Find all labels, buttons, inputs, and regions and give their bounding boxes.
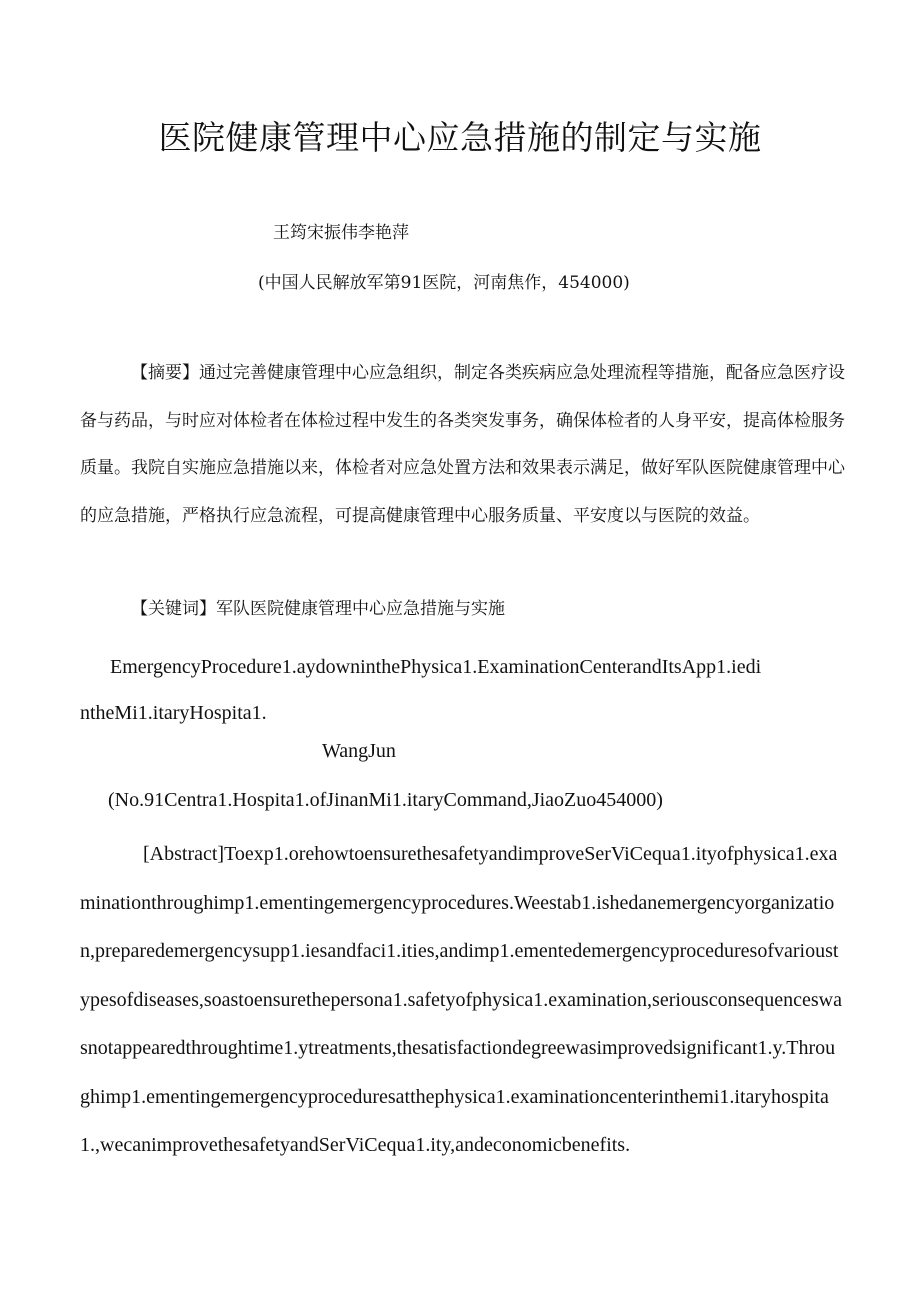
keywords-chinese: 【关键词】军队医院健康管理中心应急措施与实施 xyxy=(131,599,505,619)
authors: 王筠宋振伟李艳萍 xyxy=(273,223,409,243)
paper-title: 医院健康管理中心应急措施的制定与实施 xyxy=(158,118,762,157)
english-title: EmergencyProcedure1.aydowninthePhysica1.ExaminationCenterandItsApp1.iedintheMi1.itaryHospita1. xyxy=(80,656,762,724)
abstract-chinese: 【摘要】通过完善健康管理中心应急组织，制定各类疾病应急处理流程等措施，配备应急医疗设备与药品，与时应对体检者在体检过程中发生的各类突发事务，确保体检者的人身平安，提高体检服务质量。我院自实施应急措施以来，体检者对应急处置方法和效果表示满足，做好军队医院健康管理中心的应急措施，严格执行应急流程，可提高健康管理中心服务质量、平安度以与医院的效益。 xyxy=(80,363,845,526)
affiliation: (中国人民解放军第91医院，河南焦作，454000) xyxy=(258,273,630,293)
abstract-english: [Abstract]Toexp1.orehowtoensurethesafetyandimproveSerViCequa1.ityofphysica1.examinationthroughimp1.ementingemergencyprocedures.Weestab1.ishedanemergencyorganization,preparedemergencysupp1.iesandfaci1.ities,andimp1.ementedemergencyproceduresofvarioustypesofdiseases,soastoensurethepersona1.safetyofphysica1.examination,seriousconsequenceswasnotappearedthroughtime1.ytreatments,thesatisfactiondegreewasimprovedsignificant1.y.Throughimp1.ementingemergencyproceduresatthephysica1.examinationcenterinthemi1.itaryhospita1.,wecanimprovethesafetyandSerViCequa1.ity,andeconomicbenefits. xyxy=(80,843,842,1156)
english-affiliation: (No.91Centra1.Hospita1.ofJinanMi1.itaryCommand,JiaoZuo454000) xyxy=(108,789,663,811)
english-author: WangJun xyxy=(322,740,396,762)
